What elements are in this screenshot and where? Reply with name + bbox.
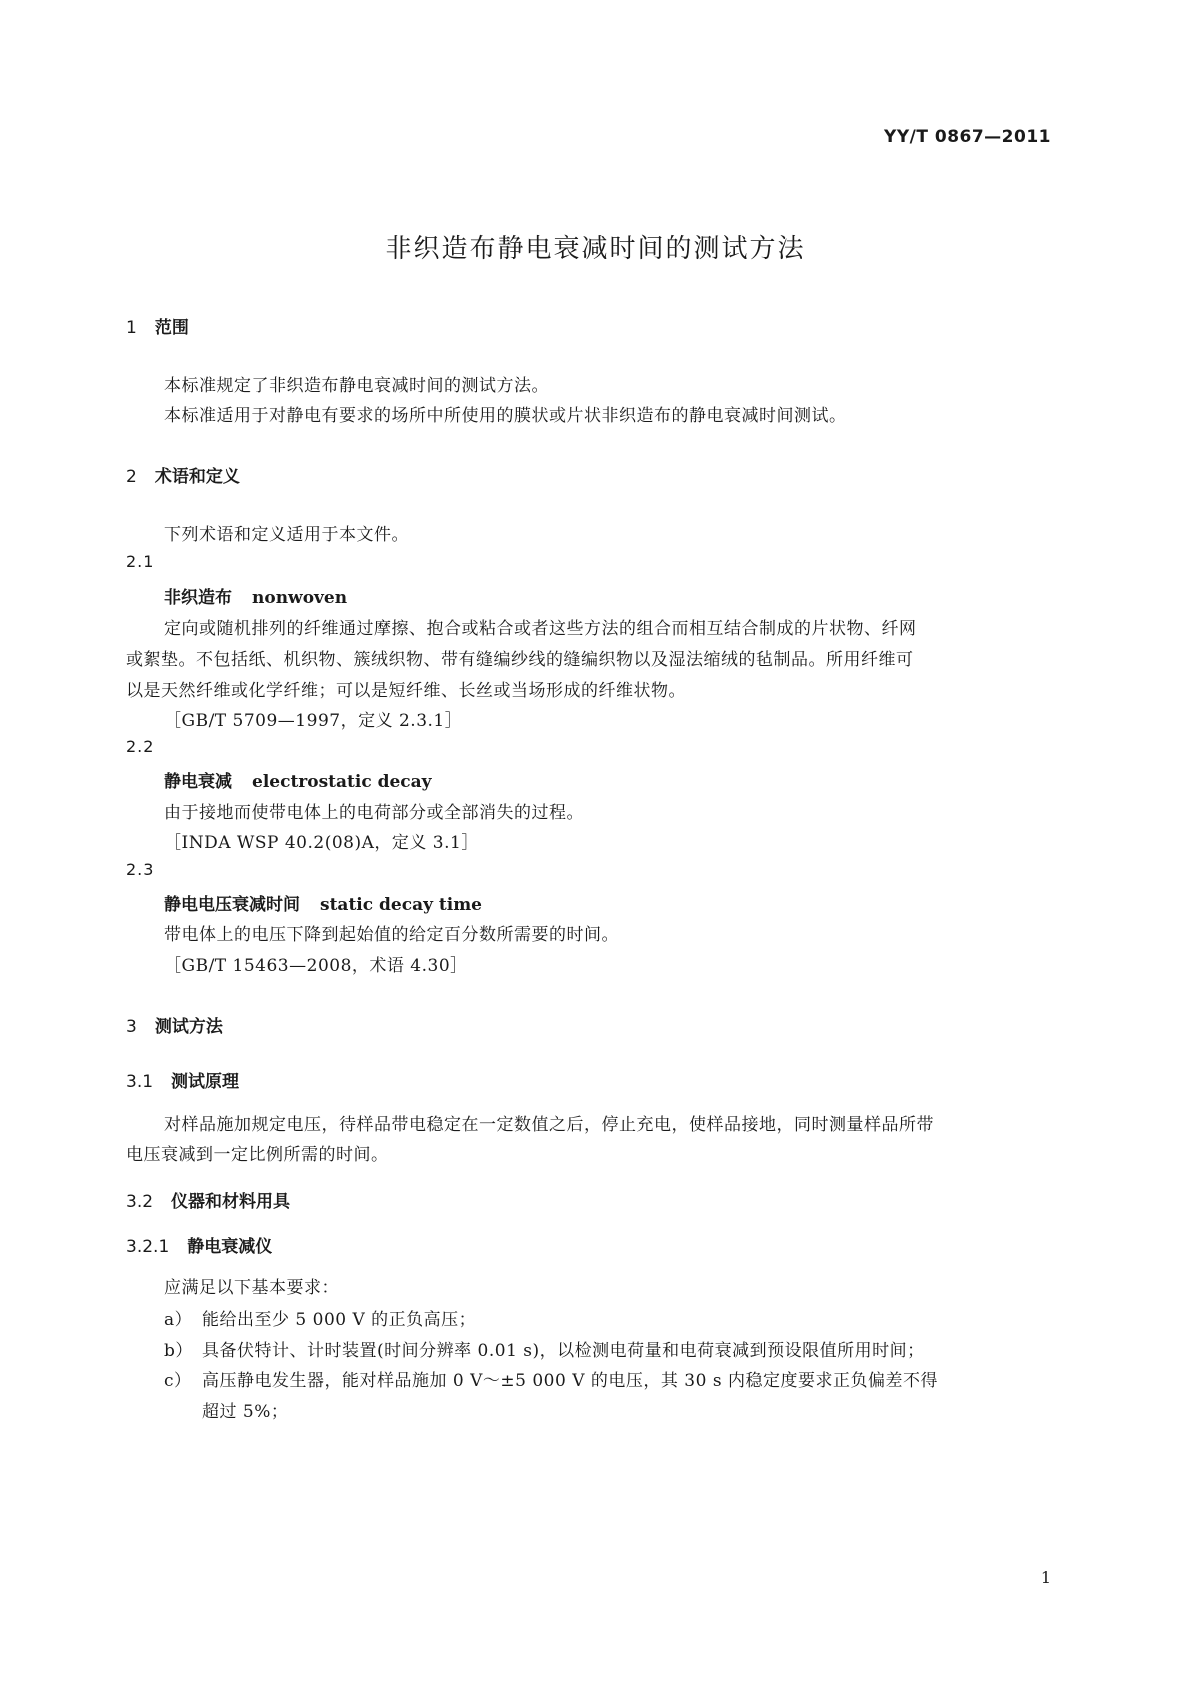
section-number: 3.2.1 [126,1237,170,1257]
term-zh: 静电衰减 [164,772,232,792]
term-number: 2.1 [126,552,155,571]
page-number: 1 [1040,1568,1051,1587]
definition-source: ［GB/T 15463—2008，术语 4.30］ [164,956,468,976]
paragraph-line: 电压衰减到一定比例所需的时间。 [126,1145,389,1165]
list-marker: a） [164,1310,193,1330]
section-3-heading [126,1012,223,1037]
list-item-continuation: 超过 5%； [202,1402,289,1422]
list-marker: c） [164,1371,192,1391]
definition-line: 或絮垫。不包括纸、机织物、簇绒织物、带有缝编纱线的缝编织物以及湿法缩绒的毡制品。所用纤维可 [126,650,914,670]
subsection-3-2-1-heading [126,1232,272,1257]
list-item [164,1366,938,1391]
term-number: 2.2 [126,737,155,756]
definition-source: ［GB/T 5709—1997，定义 2.3.1］ [164,711,463,731]
definition-line: 由于接地而使带电体上的电荷部分或全部消失的过程。 [164,803,584,823]
definition-line: 以是天然纤维或化学纤维；可以是短纤维、长丝或当场形成的纤维状物。 [126,681,686,701]
list-item [164,1305,476,1330]
term-title [164,767,432,792]
paragraph: 本标准规定了非织造布静电衰减时间的测试方法。 [164,376,549,396]
section-number: 1 [126,318,137,338]
section-title: 测试原理 [171,1072,240,1092]
section-1-heading [126,313,189,338]
term-en: electrostatic decay [252,772,432,792]
paragraph: 本标准适用于对静电有要求的场所中所使用的膜状或片状非织造布的静电衰减时间测试。 [164,406,847,426]
term-title [164,583,347,608]
definition-line: 定向或随机排列的纤维通过摩擦、抱合或粘合或者这些方法的组合而相互结合制成的片状物、纤网 [164,619,917,639]
section-title: 范围 [154,318,189,338]
list-text: 能给出至少 5 000 V 的正负高压； [202,1310,477,1330]
standard-code: YY/T 0867—2011 [884,127,1051,147]
paragraph: 下列术语和定义适用于本文件。 [164,525,409,545]
section-number: 3 [126,1017,137,1037]
definition-source: ［INDA WSP 40.2(08)A，定义 3.1］ [164,833,479,853]
document-title: 非织造布静电衰减时间的测试方法 [385,234,806,264]
section-title: 术语和定义 [154,467,240,487]
list-text: 高压静电发生器，能对样品施加 0 V～±5 000 V 的电压，其 30 s 内稳定度要求正负偏差不得 [202,1371,938,1391]
list-marker: b） [164,1341,193,1361]
section-number: 3.2 [126,1192,154,1212]
paragraph-line: 对样品施加规定电压，待样品带电稳定在一定数值之后，停止充电，使样品接地，同时测量样品所带 [164,1115,934,1135]
section-number: 2 [126,467,137,487]
subsection-3-1-heading [126,1067,239,1092]
section-title: 静电衰减仪 [187,1237,273,1257]
subsection-3-2-heading [126,1187,290,1212]
section-number: 3.1 [126,1072,154,1092]
list-item [164,1336,925,1361]
term-zh: 静电电压衰减时间 [164,895,300,915]
term-zh: 非织造布 [164,588,232,608]
list-text: 具备伏特计、计时装置(时间分辨率 0.01 s)，以检测电荷量和电荷衰减到预设限值所用时间； [202,1341,925,1361]
term-en: static decay time [320,895,482,915]
definition-line: 带电体上的电压下降到起始值的给定百分数所需要的时间。 [164,925,619,945]
section-2-heading [126,462,240,487]
section-title: 仪器和材料用具 [171,1192,291,1212]
section-title: 测试方法 [154,1017,223,1037]
term-title [164,890,482,915]
term-number: 2.3 [126,860,155,879]
term-en: nonwoven [252,588,348,608]
paragraph: 应满足以下基本要求： [164,1278,339,1298]
